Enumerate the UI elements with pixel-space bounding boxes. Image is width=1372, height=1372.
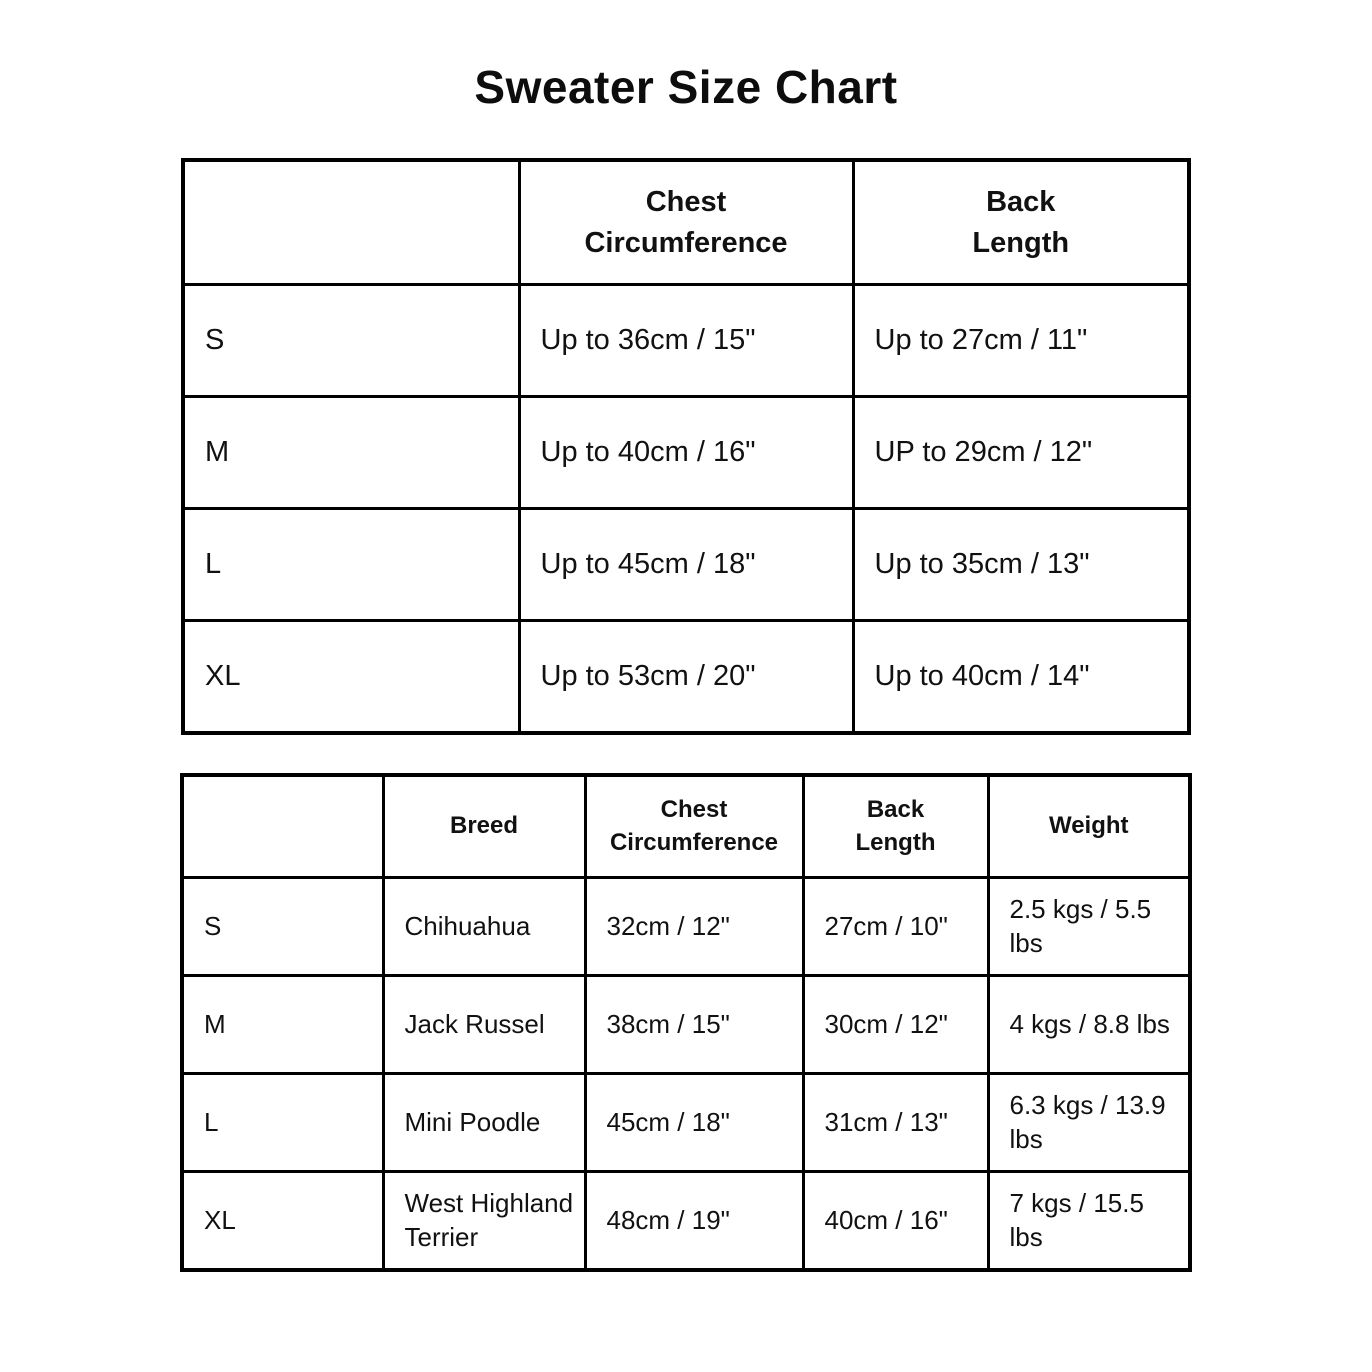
back-cell: 40cm / 16" xyxy=(803,1172,988,1271)
breed-cell: West Highland Terrier xyxy=(383,1172,585,1271)
size-table-header-back xyxy=(853,160,1189,285)
breed-table-header-blank xyxy=(182,775,383,878)
table-row xyxy=(182,1074,1190,1172)
size-cell: M xyxy=(182,976,383,1074)
size-cell: S xyxy=(182,878,383,976)
breed-table-header-chest xyxy=(585,775,803,878)
chest-cell: Up to 36cm / 15" xyxy=(519,285,853,397)
size-cell: M xyxy=(183,397,519,509)
breed-cell: Chihuahua xyxy=(383,878,585,976)
chest-cell: Up to 40cm / 16" xyxy=(519,397,853,509)
size-table-header-row xyxy=(183,160,1189,285)
back-cell: 30cm / 12" xyxy=(803,976,988,1074)
size-cell: S xyxy=(183,285,519,397)
breed-table-header-row xyxy=(182,775,1190,878)
weight-cell: 4 kgs / 8.8 lbs xyxy=(988,976,1190,1074)
chest-cell: 45cm / 18" xyxy=(585,1074,803,1172)
table-row xyxy=(182,976,1190,1074)
breed-cell: Mini Poodle xyxy=(383,1074,585,1172)
weight-cell: 6.3 kgs / 13.9 lbs xyxy=(988,1074,1190,1172)
size-table-header-chest xyxy=(519,160,853,285)
chest-cell: 48cm / 19" xyxy=(585,1172,803,1271)
chest-cell: 38cm / 15" xyxy=(585,976,803,1074)
back-cell: 27cm / 10" xyxy=(803,878,988,976)
breed-table-header-breed: Breed xyxy=(383,775,585,878)
size-table xyxy=(181,158,1191,735)
back-cell: Up to 40cm / 14" xyxy=(853,621,1189,734)
table-row xyxy=(183,285,1189,397)
page-title: Sweater Size Chart xyxy=(474,61,898,113)
size-cell: L xyxy=(182,1074,383,1172)
chest-circumference-header-label: Chest Circumference xyxy=(584,185,788,259)
weight-cell: 7 kgs / 15.5 lbs xyxy=(988,1172,1190,1271)
breed-table-header-weight: Weight xyxy=(988,775,1190,878)
chest-cell: 32cm / 12" xyxy=(585,878,803,976)
weight-cell: 2.5 kgs / 5.5 lbs xyxy=(988,878,1190,976)
table-row xyxy=(183,509,1189,621)
back-cell: UP to 29cm / 12" xyxy=(853,397,1189,509)
chest-cell: Up to 53cm / 20" xyxy=(519,621,853,734)
back-length-header-label: Back Length xyxy=(855,796,936,856)
breed-table xyxy=(180,773,1192,1272)
table-row xyxy=(182,1172,1190,1271)
table-row xyxy=(182,878,1190,976)
table-row xyxy=(183,621,1189,734)
chest-cell: Up to 45cm / 18" xyxy=(519,509,853,621)
size-cell: XL xyxy=(183,621,519,734)
size-table-header-blank xyxy=(183,160,519,285)
back-cell: Up to 35cm / 13" xyxy=(853,509,1189,621)
back-cell: Up to 27cm / 11" xyxy=(853,285,1189,397)
size-cell: L xyxy=(183,509,519,621)
chest-circumference-header-label: Chest Circumference xyxy=(609,796,779,856)
back-cell: 31cm / 13" xyxy=(803,1074,988,1172)
breed-cell: Jack Russel xyxy=(383,976,585,1074)
breed-table-header-back xyxy=(803,775,988,878)
size-cell: XL xyxy=(182,1172,383,1271)
back-length-header-label: Back Length xyxy=(972,185,1070,259)
table-row xyxy=(183,397,1189,509)
